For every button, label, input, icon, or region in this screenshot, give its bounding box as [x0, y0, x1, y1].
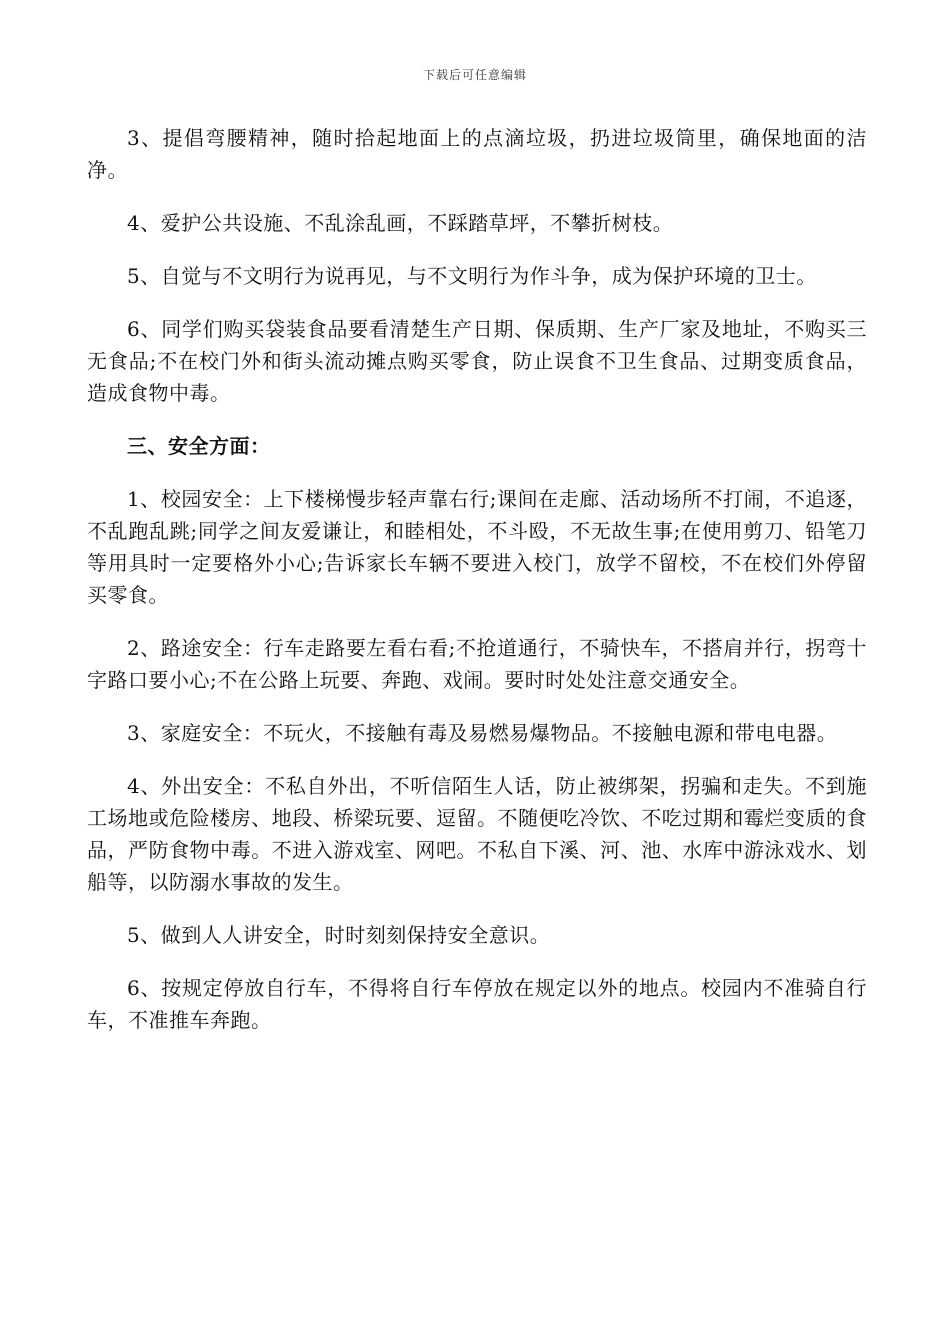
paragraph-item-3: 3、提倡弯腰精神，随时拾起地面上的点滴垃圾，扔进垃圾筒里，确保地面的洁净。 — [87, 126, 867, 182]
header-note: 下载后可任意编辑 — [422, 68, 527, 82]
safety-item-home: 3、家庭安全：不玩火，不接触有毒及易燃易爆物品。不接触电源和带电电器。 — [127, 721, 838, 745]
paragraph-item-6: 6、同学们购买袋装食品要看清楚生产日期、保质期、生产厂家及地址，不购买三无食品;不在校门外和街头流动摊点购买零食，防止误食不卫生食品、过期变质食品，造成食物中毒。 — [87, 317, 867, 405]
safety-item-outing: 4、外出安全：不私自外出，不听信陌生人话，防止被绑架，拐骗和走失。不到施工场地或危险楼房、地段、桥梁玩要、逗留。不随便吃冷饮、不吃过期和霉烂变质的食品，严防食物中毒。不进入游戏室、网吧。不私自下溪、河、池、水库中游泳戏水、划船等，以防溺水事故的发生。 — [87, 774, 867, 894]
section-heading-safety: 三、安全方面： — [127, 434, 271, 458]
safety-item-campus: 1、校园安全：上下楼梯慢步轻声靠右行;课间在走廊、活动场所不打闹，不追逐，不乱跑乱跳;同学之间友爱谦让，和睦相处，不斗殴，不无故生事;在使用剪刀、铅笔刀等用具时一定要格外小心;告诉家长车辆不要进入校门，放学不留校，不在校们外停留买零食。 — [87, 487, 867, 607]
safety-item-bicycle: 6、按规定停放自行车，不得将自行车停放在规定以外的地点。校园内不准骑自行车，不准推车奔跑。 — [87, 976, 867, 1032]
safety-item-awareness: 5、做到人人讲安全，时时刻刻保持安全意识。 — [127, 923, 551, 947]
paragraph-item-5: 5、自觉与不文明行为说再见，与不文明行为作斗争，成为保护环境的卫士。 — [127, 264, 817, 288]
document-body — [87, 122, 867, 1057]
safety-item-road: 2、路途安全：行车走路要左看右看;不抢道通行，不骑快车，不搭肩并行，拐弯十字路口要小心;不在公路上玩要、奔跑、戏闹。要时时处处注意交通安全。 — [87, 636, 867, 692]
paragraph-item-4: 4、爱护公共设施、不乱涂乱画，不踩踏草坪，不攀折树枝。 — [127, 211, 674, 235]
